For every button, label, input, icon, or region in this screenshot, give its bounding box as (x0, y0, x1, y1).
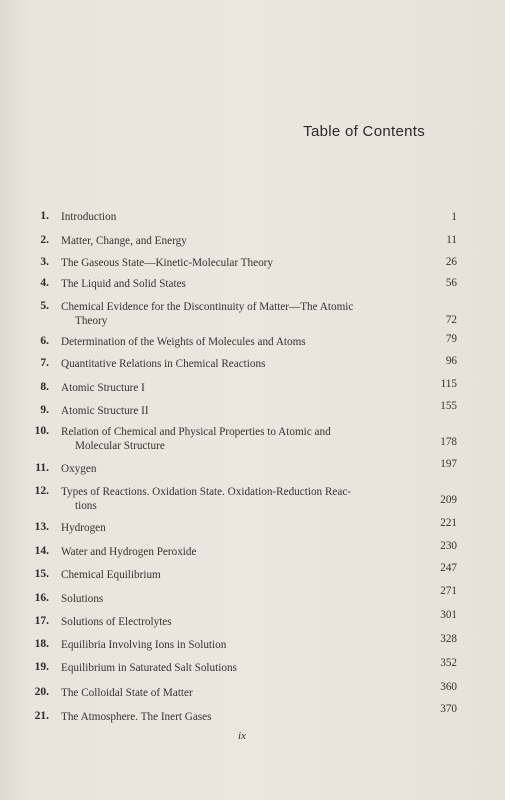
chapter-title: The Colloidal State of Matter (61, 687, 193, 699)
chapter-number: 6. (40, 335, 49, 347)
chapter-title: Oxygen (61, 463, 97, 475)
chapter-title: The Atmosphere. The Inert Gases (61, 711, 212, 723)
page-number: 79 (445, 333, 457, 345)
page-number: 155 (440, 400, 457, 412)
chapter-title: Solutions (61, 593, 104, 605)
chapter-title: Equilibria Involving Ions in Solution (61, 639, 227, 651)
page-number: 301 (440, 609, 457, 621)
chapter-title: Equilibrium in Saturated Salt Solutions (61, 662, 237, 674)
page-number: 96 (445, 355, 457, 367)
chapter-title: Solutions of Electrolytes (61, 616, 172, 628)
chapter-number: 15. (34, 568, 49, 580)
page-folio: ix (238, 730, 246, 742)
chapter-title: The Liquid and Solid States (61, 278, 186, 290)
page-number: 26 (445, 256, 457, 268)
page-number: 370 (440, 703, 457, 715)
chapter-title: Hydrogen (61, 522, 106, 534)
page-number: 352 (440, 657, 457, 669)
chapter-number: 3. (40, 256, 49, 268)
chapter-number: 4. (40, 277, 49, 289)
page-number: 178 (440, 436, 457, 448)
page-title: Table of Contents (303, 123, 425, 140)
chapter-number: 20. (34, 686, 49, 698)
chapter-title: Introduction (61, 211, 117, 223)
chapter-number: 9. (40, 404, 49, 416)
page-number: 328 (440, 633, 457, 645)
chapter-title: Chemical Equilibrium (61, 569, 161, 581)
chapter-title: The Gaseous State—Kinetic-Molecular Theory (61, 257, 273, 269)
chapter-number: 5. (40, 300, 49, 312)
chapter-number: 13. (34, 521, 49, 533)
chapter-title: Quantitative Relations in Chemical Reactions (61, 358, 266, 370)
chapter-number: 8. (40, 381, 49, 393)
chapter-title: Determination of the Weights of Molecules and Atoms (61, 336, 306, 348)
chapter-title: Atomic Structure II (61, 405, 149, 417)
page-number: 221 (440, 517, 457, 529)
chapter-number: 12. (34, 485, 49, 497)
page-number: 1 (451, 211, 457, 223)
page-number: 56 (445, 277, 457, 289)
chapter-number: 10. (34, 425, 49, 437)
page-number: 197 (440, 458, 457, 470)
chapter-title: Water and Hydrogen Peroxide (61, 546, 197, 558)
chapter-number: 18. (34, 638, 49, 650)
chapter-title: Types of Reactions. Oxidation State. Oxidation-Reduction Reac- tions (61, 486, 352, 512)
page-number: 115 (440, 378, 457, 390)
page-number: 247 (440, 562, 457, 574)
chapter-number: 16. (34, 592, 49, 604)
page-number: 360 (440, 681, 457, 693)
page-number: 271 (440, 585, 457, 597)
chapter-title: Atomic Structure I (61, 382, 145, 394)
chapter-number: 19. (34, 661, 49, 673)
chapter-number: 7. (40, 357, 49, 369)
page-number: 11 (446, 234, 457, 246)
chapter-title: Matter, Change, and Energy (61, 235, 187, 247)
page-number: 230 (440, 540, 457, 552)
chapter-number: 14. (34, 545, 49, 557)
chapter-number: 2. (40, 234, 49, 246)
page-number: 72 (445, 314, 457, 326)
page-number: 209 (440, 494, 457, 506)
chapter-title: Chemical Evidence for the Discontinuity of Matter—The Atomic Theory (61, 301, 354, 327)
chapter-number: 17. (34, 615, 49, 627)
chapter-title: Relation of Chemical and Physical Properties to Atomic and Molecular Structure (61, 426, 331, 452)
chapter-number: 1. (40, 210, 49, 222)
chapter-number: 11. (35, 462, 49, 474)
chapter-number: 21. (34, 710, 49, 722)
